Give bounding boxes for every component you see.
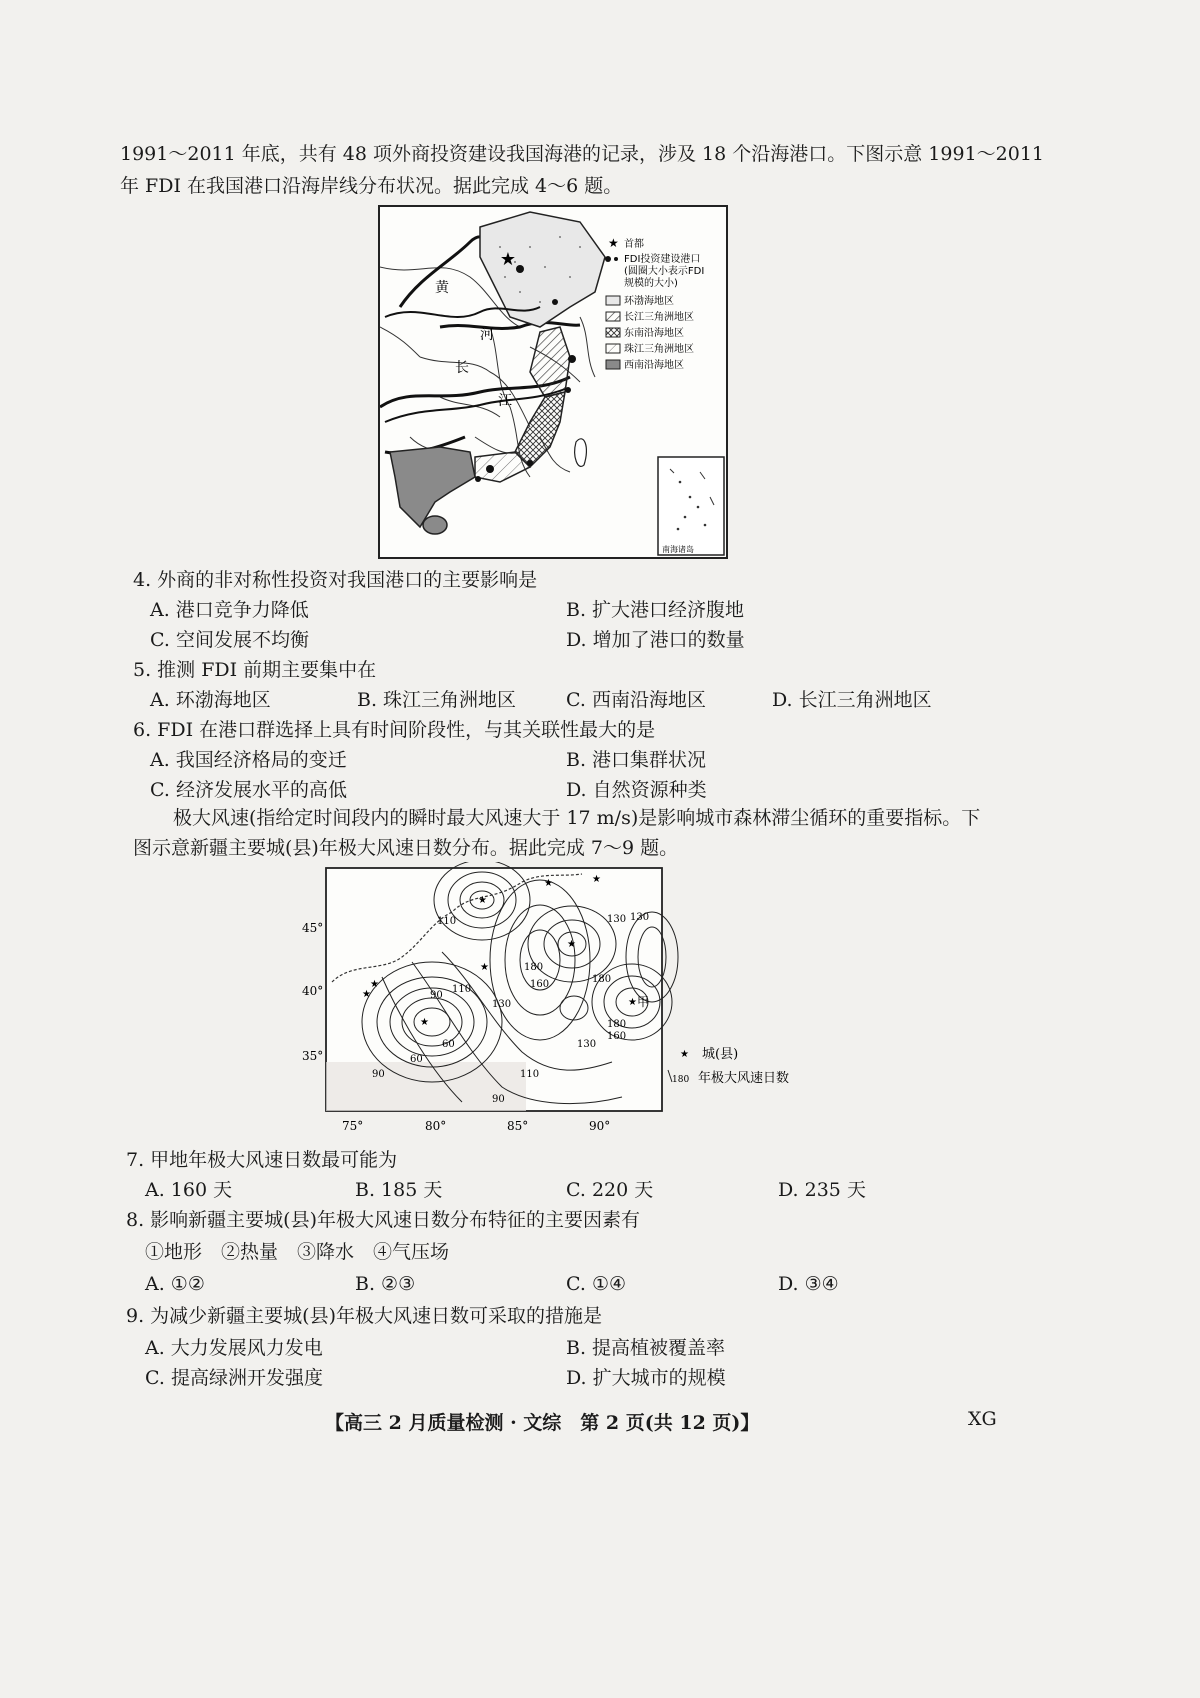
xinjiang-wind-map: [292, 862, 812, 1140]
legend-pearl: 珠江三角洲地区: [624, 344, 694, 355]
q4-option-a[interactable]: A. 港口竞争力降低: [150, 599, 309, 621]
capital-star-icon: ★: [499, 249, 517, 270]
contour-label: 110: [437, 916, 457, 927]
q6-option-c[interactable]: C. 经济发展水平的高低: [150, 779, 347, 801]
lon-85: 85°: [507, 1119, 529, 1133]
lon-80: 80°: [425, 1119, 447, 1133]
q6-option-b[interactable]: B. 港口集群状况: [566, 749, 707, 771]
q8-sub-items: ①地形 ②热量 ③降水 ④气压场: [145, 1241, 450, 1263]
svg-text:★: ★: [420, 1017, 429, 1028]
contour-label: 130: [577, 1039, 597, 1050]
q9-option-c[interactable]: C. 提高绿洲开发强度: [145, 1367, 323, 1389]
contour-label: 130: [492, 999, 512, 1010]
svg-text:★: ★: [544, 878, 553, 889]
label-huang: 黄: [435, 280, 449, 296]
label-chang: 长: [455, 360, 469, 376]
intro2-line-1: 极大风速(指给定时间段内的瞬时最大风速大于 17 m/s)是影响城市森林滞尘循环的重要指标。下: [173, 807, 981, 829]
legend-fdi-port: FDI投资建设港口: [624, 254, 701, 265]
q7-stem: 7. 甲地年极大风速日数最可能为: [126, 1149, 398, 1171]
contour-label: 90: [372, 1069, 385, 1080]
intro2-line-2: 图示意新疆主要城(县)年极大风速日数分布。据此完成 7～9 题。: [133, 837, 679, 859]
page-footer: 【高三 2 月质量检测 · 文综 第 2 页(共 12 页)】: [325, 1412, 760, 1434]
legend-city-star-icon: ★: [680, 1049, 689, 1060]
contour-label: 90: [492, 1094, 505, 1105]
legend-southeast: 东南沿海地区: [624, 328, 684, 339]
svg-text:★: ★: [370, 979, 379, 990]
footer-code: XG: [968, 1408, 997, 1430]
legend-fdi-note1: (圆圈大小表示FDI: [624, 266, 705, 277]
legend-star-icon: ★: [608, 236, 619, 250]
legend-fdi-note2: 规模的大小): [624, 278, 678, 289]
q5-stem: 5. 推测 FDI 前期主要集中在: [133, 659, 377, 681]
svg-text:★: ★: [567, 939, 576, 950]
contour-label: 160: [530, 979, 550, 990]
q4-option-d[interactable]: D. 增加了港口的数量: [566, 629, 745, 651]
q8-option-c[interactable]: C. ①④: [566, 1273, 627, 1295]
intro-line-1: 1991～2011 年底，共有 48 项外商投资建设我国海港的记录，涉及 18 个沿海港口。下图示意 1991～2011: [120, 143, 1045, 165]
q7-option-c[interactable]: C. 220 天: [566, 1179, 654, 1201]
contour-label: 180: [592, 974, 612, 985]
q6-option-d[interactable]: D. 自然资源种类: [566, 779, 707, 801]
q8-option-a[interactable]: A. ①②: [145, 1273, 205, 1295]
q9-option-d[interactable]: D. 扩大城市的规模: [566, 1367, 726, 1389]
q5-option-a[interactable]: A. 环渤海地区: [150, 689, 271, 711]
svg-text:★: ★: [628, 997, 637, 1008]
q8-option-b[interactable]: B. ②③: [355, 1273, 416, 1295]
contour-label: 130: [630, 912, 650, 923]
q6-option-a[interactable]: A. 我国经济格局的变迁: [150, 749, 347, 771]
q9-stem: 9. 为减少新疆主要城(县)年极大风速日数可采取的措施是: [126, 1305, 602, 1327]
lon-90: 90°: [589, 1119, 611, 1133]
q9-option-b[interactable]: B. 提高植被覆盖率: [566, 1337, 726, 1359]
svg-text:★: ★: [592, 874, 601, 885]
legend-contour: 年极大风速日数: [698, 1071, 790, 1086]
svg-text:★: ★: [480, 962, 489, 973]
contour-label: 160: [607, 1031, 627, 1042]
q5-option-b[interactable]: B. 珠江三角洲地区: [357, 689, 517, 711]
legend-contour-sample: 180: [672, 1075, 690, 1085]
q4-option-b[interactable]: B. 扩大港口经济腹地: [566, 599, 745, 621]
q8-stem: 8. 影响新疆主要城(县)年极大风速日数分布特征的主要因素有: [126, 1209, 640, 1231]
contour-label: 110: [452, 984, 472, 995]
q6-stem: 6. FDI 在港口群选择上具有时间阶段性，与其关联性最大的是: [133, 719, 656, 741]
contour-label: 60: [410, 1054, 423, 1065]
contour-label: 130: [607, 914, 627, 925]
south-sea-inset: [658, 457, 724, 555]
fdi-port-map: [378, 205, 728, 559]
legend-yangtze: 长江三角洲地区: [624, 312, 694, 323]
svg-text:★: ★: [478, 895, 487, 906]
wind-map-svg: [292, 862, 812, 1140]
legend-bohai: 环渤海地区: [624, 296, 674, 307]
lon-75: 75°: [342, 1119, 364, 1133]
q7-option-a[interactable]: A. 160 天: [145, 1179, 233, 1201]
label-he: 河: [480, 327, 494, 343]
q4-stem: 4. 外商的非对称性投资对我国港口的主要影响是: [133, 569, 538, 591]
q5-option-d[interactable]: D. 长江三角洲地区: [772, 689, 932, 711]
q4-option-c[interactable]: C. 空间发展不均衡: [150, 629, 309, 651]
inset-label: 南海诸岛: [662, 545, 694, 554]
label-jiang: 江: [498, 393, 512, 409]
contour-label: 60: [442, 1039, 455, 1050]
q5-option-c[interactable]: C. 西南沿海地区: [566, 689, 706, 711]
legend-city: 城(县): [702, 1047, 739, 1062]
q8-option-d[interactable]: D. ③④: [778, 1273, 839, 1295]
q7-option-b[interactable]: B. 185 天: [355, 1179, 443, 1201]
legend-southwest: 西南沿海地区: [624, 360, 684, 371]
lat-45: 45°: [302, 921, 324, 935]
contour-label: 180: [607, 1019, 627, 1030]
q9-option-a[interactable]: A. 大力发展风力发电: [145, 1337, 323, 1359]
legend-capital: 首都: [624, 239, 644, 250]
fdi-map-svg: [380, 207, 726, 557]
contour-label: 110: [520, 1069, 540, 1080]
intro-line-2: 年 FDI 在我国港口沿海岸线分布状况。据此完成 4～6 题。: [120, 175, 623, 197]
lat-40: 40°: [302, 984, 324, 998]
lat-35: 35°: [302, 1049, 324, 1063]
contour-label: 90: [430, 990, 443, 1001]
svg-text:★: ★: [362, 989, 371, 1000]
contour-label: 180: [524, 962, 544, 973]
q7-option-d[interactable]: D. 235 天: [778, 1179, 866, 1201]
label-jia: 甲: [637, 995, 650, 1009]
